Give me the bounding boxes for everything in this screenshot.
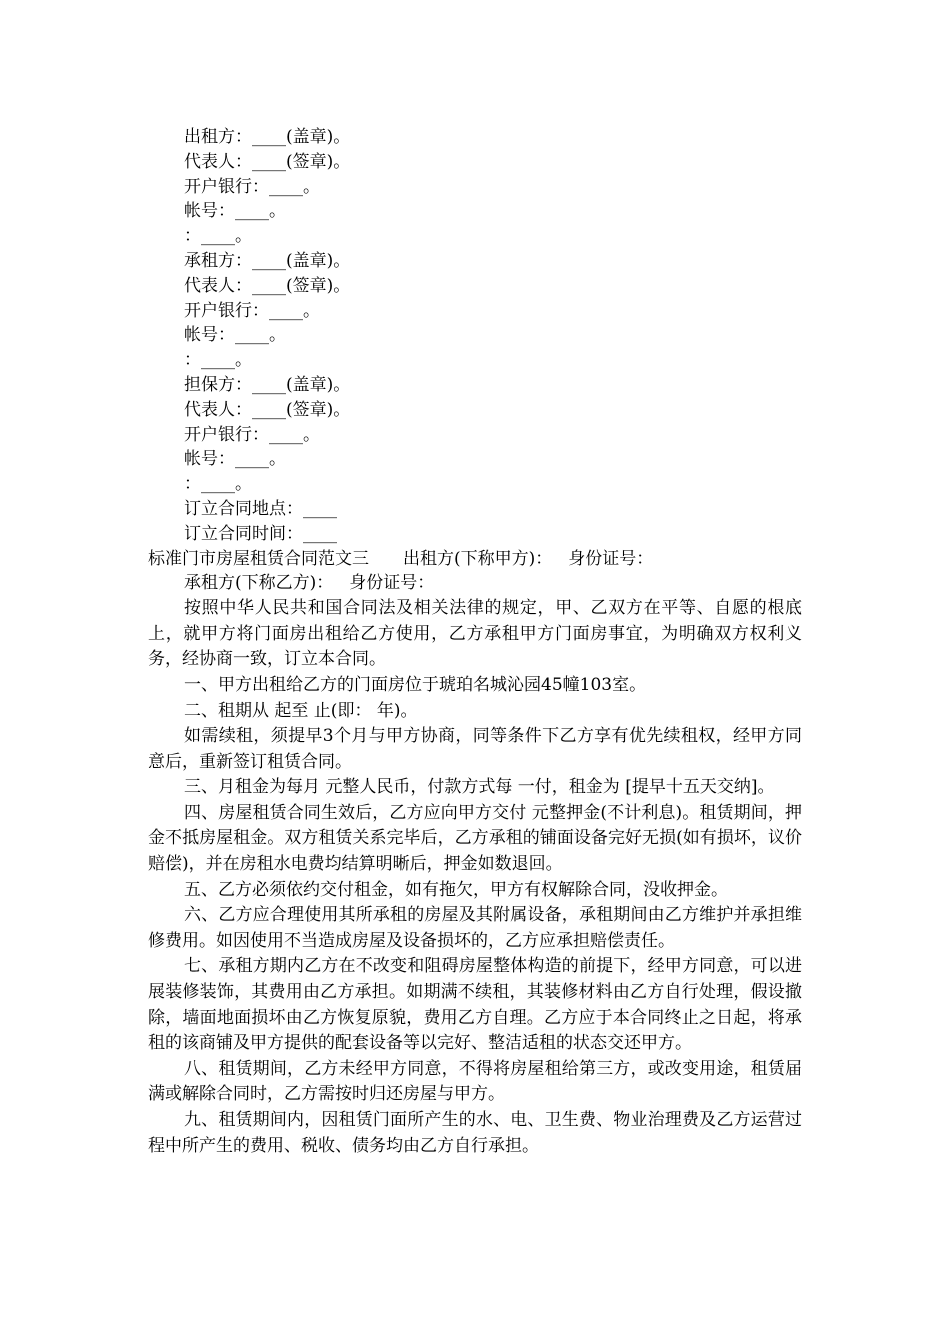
paragraph-clause-6: 六、乙方应合理使用其所承租的房屋及其附属设备，承租期间由乙方维护并承担维修费用。如因使用不当造成房屋及设备损坏的，乙方应承担赔偿责任。	[148, 905, 802, 951]
paragraph-clause-3: 三、月租金为每月 元整人民币，付款方式每 一付，租金为 [提早十五天交纳]。	[184, 777, 775, 798]
signature-line-guarantor-seal: 担保方：____(盖章)。	[184, 374, 351, 395]
lessor-label: 出租方(下称甲方)：	[403, 548, 553, 569]
document-page	[148, 125, 802, 1159]
signature-line-lessor-account: 帐号：____。	[184, 201, 286, 222]
signature-line-lessee-account: 帐号：____。	[184, 325, 286, 346]
paragraph-clause-8: 八、租赁期间，乙方未经甲方同意，不得将房屋租给第三方，或改变用途，租赁届满或解除合同时，乙方需按时归还房屋与甲方。	[148, 1058, 802, 1105]
signature-line-lessee-seal: 承租方：____(盖章)。	[184, 250, 351, 271]
paragraph-clause-4: 四、房屋租赁合同生效后，乙方应向甲方交付 元整押金(不计利息)。租赁期间，押金不抵房屋租金。双方租赁关系完毕后，乙方承租的铺面设备完好无损(如有损坏，议价赔偿)，并在房租水电费均结算明晰后，押金如数退回。	[148, 802, 802, 875]
lessee-line	[148, 571, 802, 596]
title-line	[148, 547, 802, 572]
paragraph-preamble: 按照中华人民共和国合同法及相关法律的规定，甲、乙双方在平等、自愿的根底上，就甲方将门面房出租给乙方使用，乙方承租甲方门面房事宜，为明确双方权利义务，经协商一致，订立本合同。	[148, 598, 802, 670]
signature-line-time: 订立合同时间：____	[184, 523, 337, 544]
paragraph-clause-5: 五、乙方必须依约交付租金，如有拖欠，甲方有权解除合同，没收押金。	[184, 879, 728, 900]
signature-line-guarantor-blank: ：____。	[184, 474, 252, 495]
lessee-id-label: 身份证号：	[349, 573, 435, 594]
paragraph-clause-2: 二、租期从 起至 止(即： 年)。	[184, 700, 418, 721]
signature-line-guarantor-bank: 开户银行：____。	[184, 424, 320, 445]
paragraph-clause-7: 七、承租方期内乙方在不改变和阻碍房屋整体构造的前提下，经甲方同意，可以进展装修装饰，其费用由乙方承担。如期满不续租，其装修材料由乙方自行处理，假设撤除，墙面地面损坏由乙方恢复原貌，费用乙方自理。乙方应于本合同终止之日起，将承租的该商铺及甲方提供的配套设备等以完好、整洁适租的状态交还甲方。	[148, 956, 802, 1054]
signature-line-lessee-bank: 开户银行：____。	[184, 300, 320, 321]
contract-title: 标准门市房屋租赁合同范文三	[148, 548, 369, 569]
signature-line-lessor-seal: 出租方：____(盖章)。	[184, 127, 351, 147]
paragraph-clause-1: 一、甲方出租给乙方的门面房位于琥珀名城沁园45幢103室。	[184, 674, 647, 695]
signature-line-lessee-representative: 代表人：____(签章)。	[184, 275, 351, 296]
signature-line-lessee-blank: ：____。	[184, 350, 252, 371]
paragraph-clause-9: 九、租赁期间内，因租赁门面所产生的水、电、卫生费、物业治理费及乙方运营过程中所产生的费用、税收、债务均由乙方自行承担。	[148, 1110, 802, 1156]
signature-line-guarantor-representative: 代表人：____(签章)。	[184, 399, 351, 420]
lessor-id-label: 身份证号：	[568, 548, 654, 569]
lessee-label: 承租方(下称乙方)：	[184, 573, 334, 594]
signature-line-lessor-bank: 开户银行：____。	[184, 176, 320, 197]
signature-line-lessor-representative: 代表人：____(签章)。	[184, 151, 351, 172]
signature-block	[148, 125, 802, 547]
paragraph-renewal: 如需续租，须提早3个月与甲方协商，同等条件下乙方享有优先续租权，经甲方同意后，重新签订租赁合同。	[148, 726, 802, 772]
contract-body	[148, 596, 802, 1159]
signature-line-lessor-blank: ：____。	[184, 226, 252, 247]
signature-line-guarantor-account: 帐号：____。	[184, 449, 286, 470]
signature-line-place: 订立合同地点：____	[184, 498, 337, 519]
